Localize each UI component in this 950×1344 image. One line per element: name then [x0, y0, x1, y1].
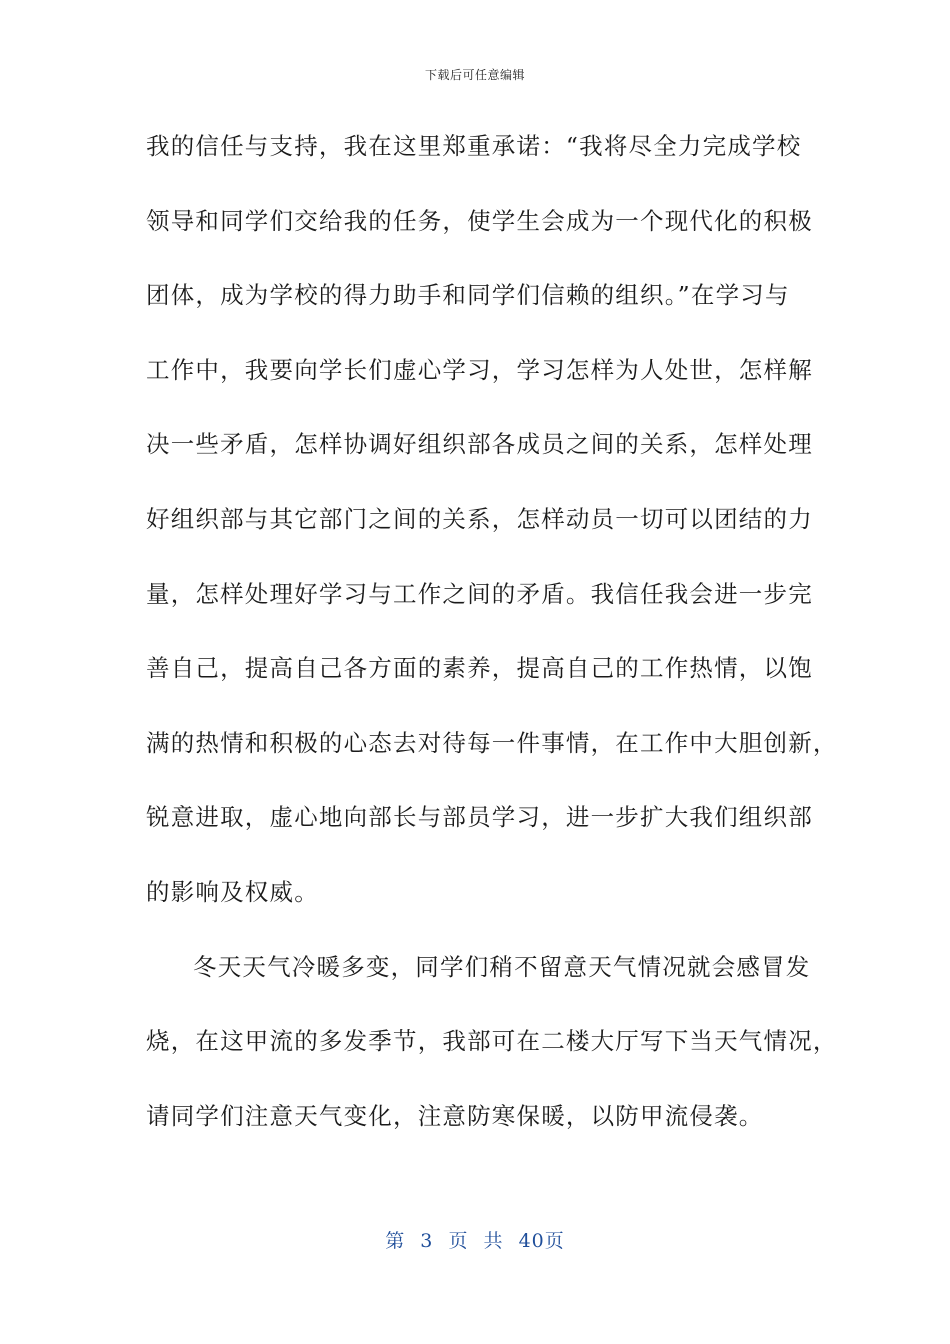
text-line: 请同学们注意天气变化，注意防寒保暖，以防甲流侵袭。: [146, 1101, 764, 1130]
text-line: 好组织部与其它部门之间的关系，怎样动员一切可以团结的力: [146, 504, 813, 533]
text-line: 烧，在这甲流的多发季节，我部可在二楼大厅写下当天气情况，: [146, 1027, 838, 1056]
text-line: 善自己，提高自己各方面的素养，提高自己的工作热情，以饱: [146, 654, 813, 683]
body-text: [146, 128, 838, 1172]
text-line: 的影响及权威。: [146, 877, 319, 906]
footer-middle-2: 共: [483, 1230, 504, 1252]
text-line: 量，怎样处理好学习与工作之间的矛盾。我信任我会进一步完: [146, 579, 813, 608]
text-line: 我的信任与支持，我在这里郑重承诺：“我将尽全力完成学校: [146, 132, 802, 160]
text-line: 决一些矛盾，怎样协调好组织部各成员之间的关系，怎样处理: [146, 430, 813, 459]
paragraph-first-line: 冬天天气冷暖多变，同学们稍不留意天气情况就会感冒发: [193, 952, 811, 981]
footer-total-pages: 40页: [518, 1230, 565, 1252]
text-line: 工作中，我要向学长们虚心学习，学习怎样为人处世，怎样解: [146, 355, 813, 384]
text-line: 满的热情和积极的心态去对待每一件事情，在工作中大胆创新，: [146, 728, 838, 757]
page-footer: [0, 1226, 950, 1253]
footer-prefix: 第: [385, 1230, 406, 1252]
header-note: 下载后可任意编辑: [424, 68, 525, 82]
footer-page-number: 3: [420, 1230, 434, 1252]
text-line: 领导和同学们交给我的任务，使学生会成为一个现代化的积极: [146, 206, 813, 235]
text-line: 锐意进取，虚心地向部长与部员学习，进一步扩大我们组织部: [146, 803, 813, 832]
text-line: 团体，成为学校的得力助手和同学们信赖的组织。”在学习与: [146, 281, 790, 310]
footer-middle-1: 页: [448, 1230, 469, 1252]
